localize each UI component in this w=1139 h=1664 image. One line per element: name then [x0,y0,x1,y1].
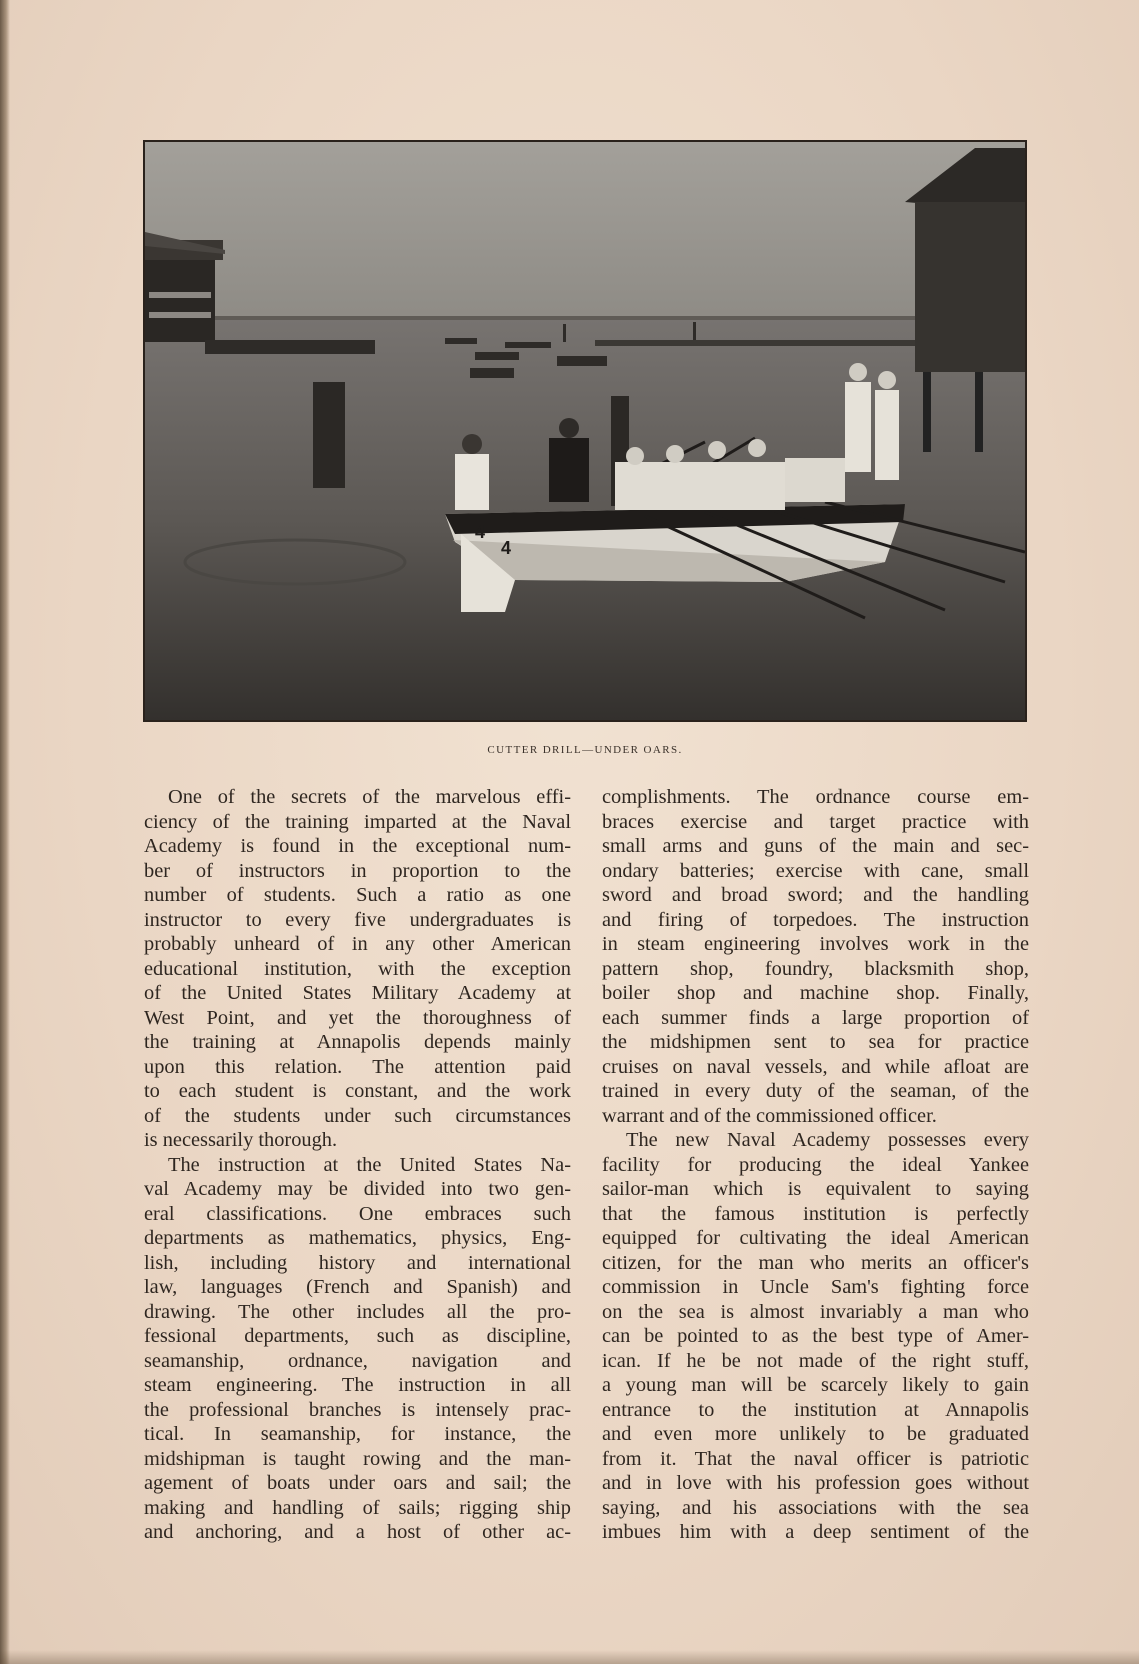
text-line: upon this relation. The attention paid [144,1055,571,1078]
text-line: and firing of torpedoes. The instruction [602,908,1029,931]
cutter-drill-photograph [143,140,1027,722]
text-line: eral classifications. One embraces such [144,1202,571,1225]
photo-boat-number: 4 [501,538,512,558]
text-line: trained in every duty of the seaman, of the [602,1080,1029,1102]
text-line: the midshipmen sent to sea for practice [602,1031,1029,1053]
text-line: can be pointed to as the best type of Amer- [602,1325,1029,1347]
text-line: and anchoring, and a host of other ac- [144,1521,571,1543]
photo-illustration [145,142,1025,720]
text-line: probably unheard of in any other American [144,933,571,955]
text-line: to each student is constant, and the work [144,1080,571,1102]
text-line: the professional branches is intensely prac- [144,1398,571,1421]
text-column-left [144,785,571,1545]
text-line: ber of instructors in proportion to the [144,859,571,882]
text-line: a young man will be scarcely likely to gain [602,1374,1029,1396]
page-bottom-shadow [0,1650,1139,1664]
text-line: in steam engineering involves work in the [602,933,1029,955]
text-line: val Academy may be divided into two gen- [144,1178,571,1200]
text-line: law, languages (French and Spanish) and [144,1276,571,1298]
photo-horizon [215,316,915,320]
text-line: The instruction at the United States Na- [168,1153,571,1176]
text-line: agement of boats under oars and sail; the [144,1472,571,1494]
photo-caption: CUTTER DRILL—UNDER OARS. [487,744,683,756]
text-line: that the famous institution is perfectly [602,1202,1029,1225]
text-line: ondary batteries; exercise with cane, small [602,859,1029,882]
photo-sky [145,142,1025,322]
photo-piling-left [313,382,345,488]
photo-ship-left [145,232,225,342]
text-line: number of students. Such a ratio as one [144,884,571,906]
photo-pier-left [205,340,375,354]
text-line: warrant and of the commissioned officer. [602,1104,937,1127]
text-line: facility for producing the ideal Yankee [602,1153,1029,1176]
text-line: lish, including history and international [144,1251,571,1274]
text-line: is necessarily thorough. [144,1129,338,1151]
text-line: imbues him with a deep sentiment of the [602,1521,1029,1543]
text-line: steam engineering. The instruction in all [144,1374,571,1396]
text-line: entrance to the institution at Annapolis [602,1398,1029,1421]
text-line: of the United States Military Academy at [144,982,571,1004]
text-line: One of the secrets of the marvelous effi- [168,786,571,808]
text-line: equipped for cultivating the ideal American [602,1227,1029,1249]
photo-pier-right [595,340,915,346]
text-line: and even more unlikely to be graduated [602,1423,1029,1445]
text-line: from it. That the naval officer is patriotic [602,1447,1029,1470]
photo-boat-number: 4 [475,522,486,542]
text-line: pattern shop, foundry, blacksmith shop, [602,957,1029,980]
text-line: small arms and guns of the main and sec- [602,835,1029,857]
text-line: commission in Uncle Sam's fighting force [602,1276,1029,1298]
text-line: The new Naval Academy possesses every [626,1129,1029,1151]
text-line: Academy is found in the exceptional num- [144,835,571,857]
text-line: fessional departments, such as discipline, [144,1325,571,1347]
text-line: tical. In seamanship, for instance, the [144,1423,571,1445]
text-line: ican. If he be not made of the right stuff, [602,1349,1029,1372]
text-line: cruises on naval vessels, and while afloat are [602,1055,1029,1078]
text-line: braces exercise and target practice with [602,810,1029,833]
text-line: on the sea is almost invariably a man who [602,1300,1029,1323]
text-line: West Point, and yet the thoroughness of [144,1006,571,1029]
text-line: complishments. The ordnance course em- [602,786,1029,808]
text-line: of the students under such circumstances [144,1104,571,1127]
text-line: seamanship, ordnance, navigation and [144,1349,571,1372]
text-column-right [602,785,1029,1545]
text-line: boiler shop and machine shop. Finally, [602,982,1029,1004]
text-line: citizen, for the man who merits an officer's [602,1251,1029,1274]
text-line: departments as mathematics, physics, Eng- [144,1227,571,1249]
text-line: the training at Annapolis depends mainly [144,1031,571,1053]
text-line: sword and broad sword; and the handling [602,884,1029,906]
text-line: each summer finds a large proportion of [602,1006,1029,1029]
page-binding-edge [0,0,10,1664]
text-line: making and handling of sails; rigging ship [144,1496,571,1519]
text-line: instructor to every five undergraduates is [144,908,571,931]
text-line: educational institution, with the exception [144,957,571,980]
text-line: midshipman is taught rowing and the man- [144,1447,571,1470]
text-line: ciency of the training imparted at the Naval [144,810,571,833]
text-line: drawing. The other includes all the pro- [144,1300,571,1323]
text-line: saying, and his associations with the sea [602,1496,1029,1519]
text-line: sailor-man which is equivalent to saying [602,1178,1029,1200]
text-line: and in love with his profession goes without [602,1472,1029,1494]
